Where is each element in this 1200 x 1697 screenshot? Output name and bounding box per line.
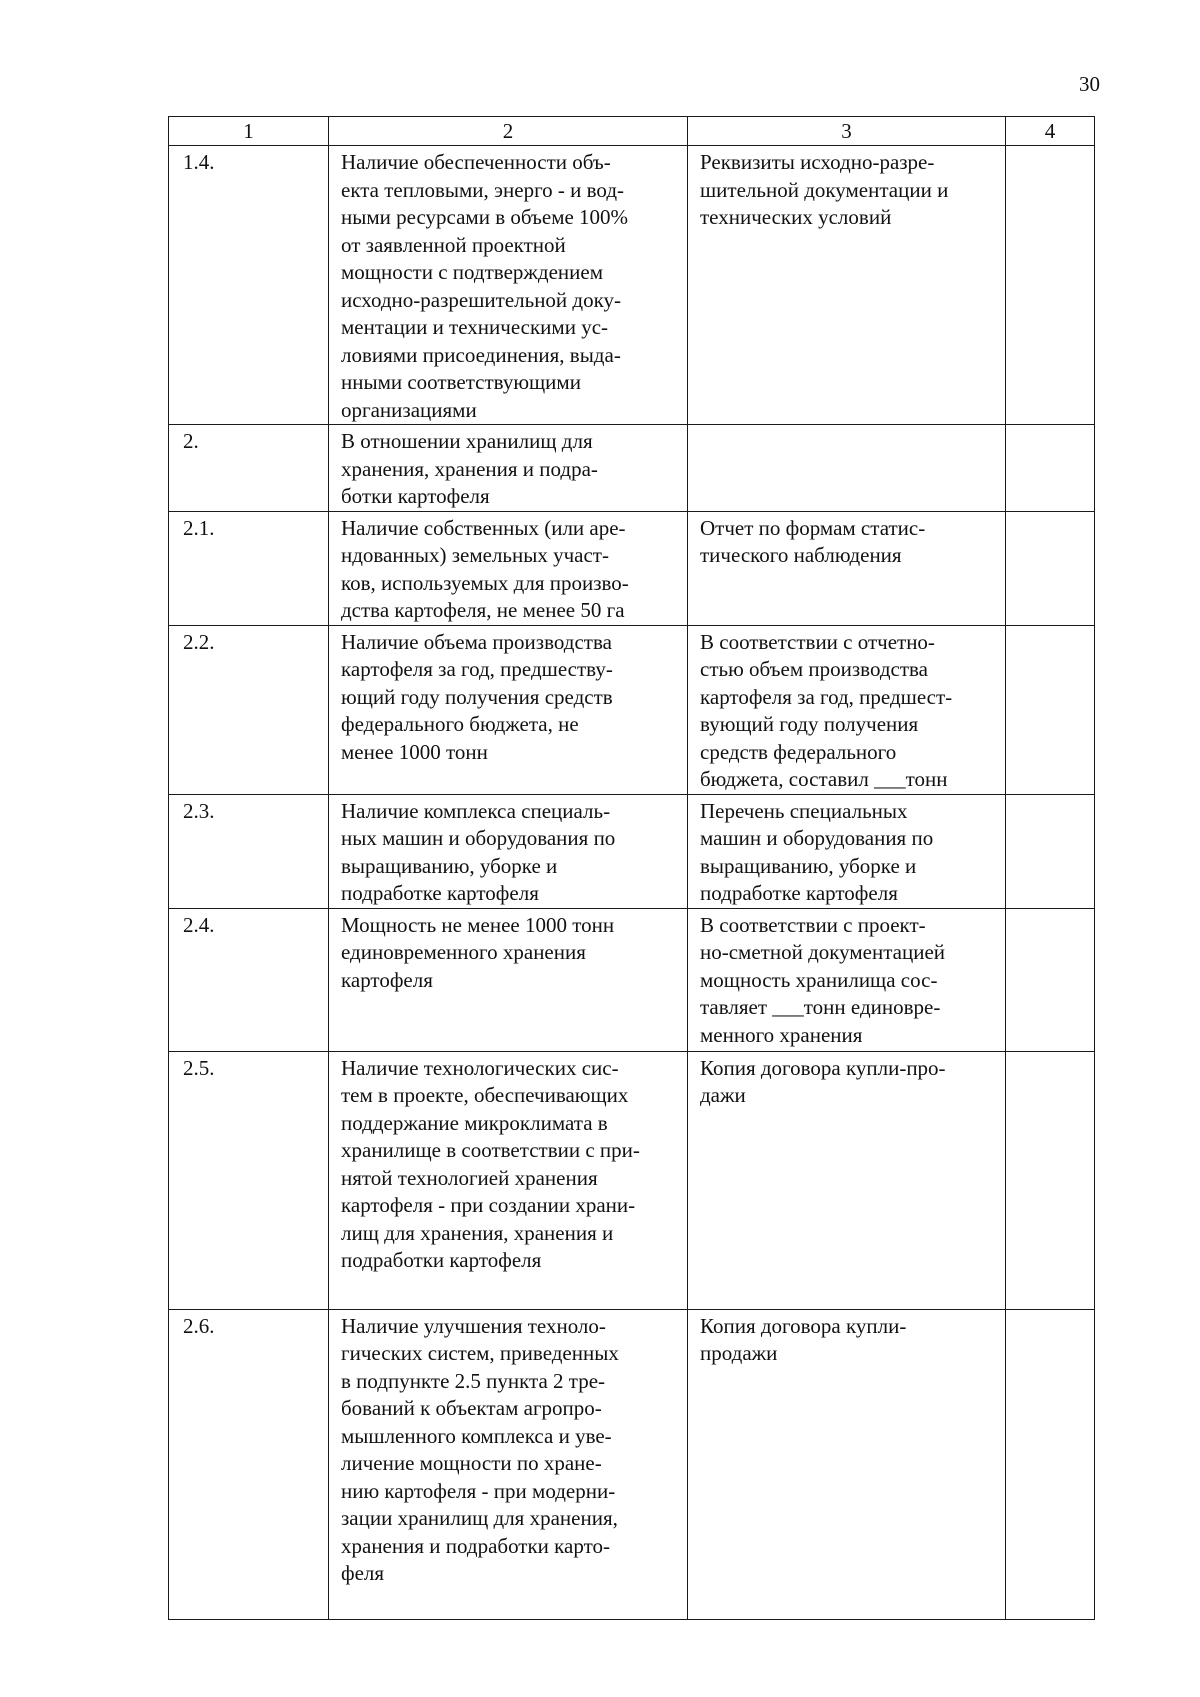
row-number: 2.2. bbox=[169, 625, 329, 794]
table-body bbox=[169, 146, 1095, 1620]
requirements-table bbox=[168, 116, 1095, 1620]
document-cell: Реквизиты исходно-разре- шительной документации и технических условий bbox=[688, 146, 1006, 425]
header-row bbox=[169, 117, 1095, 146]
row-number: 2.1. bbox=[169, 511, 329, 625]
table-row bbox=[169, 146, 1095, 425]
note-cell bbox=[1006, 1309, 1095, 1619]
document-cell: Отчет по формам статис- тического наблюдения bbox=[688, 511, 1006, 625]
document-cell: Копия договора купли-про- дажи bbox=[688, 1051, 1006, 1309]
note-cell bbox=[1006, 425, 1095, 512]
table-row bbox=[169, 511, 1095, 625]
document-cell: Копия договора купли- продажи bbox=[688, 1309, 1006, 1619]
note-cell bbox=[1006, 1051, 1095, 1309]
column-header-number: 1 bbox=[169, 117, 329, 146]
note-cell bbox=[1006, 794, 1095, 908]
requirement-cell: Наличие технологических сис- тем в проекте, обеспечивающих поддержание микроклимата в хранилище в соответствии с при- нятой технологией хранения картофеля - при создании храни- лищ для хранения, хранения и подработки картофеля bbox=[329, 1051, 688, 1309]
requirement-cell: Наличие объема производства картофеля за год, предшеству- ющий году получения средств федерального бюджета, не менее 1000 тонн bbox=[329, 625, 688, 794]
note-cell bbox=[1006, 908, 1095, 1051]
column-header-note: 4 bbox=[1006, 117, 1095, 146]
column-header-document: 3 bbox=[688, 117, 1006, 146]
row-number: 2.5. bbox=[169, 1051, 329, 1309]
requirement-cell: Наличие собственных (или аре- ндованных) земельных участ- ков, используемых для произво- дства картофеля, не менее 50 га bbox=[329, 511, 688, 625]
table-header bbox=[169, 117, 1095, 146]
document-cell: В соответствии с отчетно- стью объем производства картофеля за год, предшест- вующий году получения средств федерального бюджета, составил ___тонн bbox=[688, 625, 1006, 794]
table-row bbox=[169, 1309, 1095, 1619]
table-row bbox=[169, 625, 1095, 794]
requirement-cell: Наличие обеспеченности объ- екта тепловыми, энерго - и вод- ными ресурсами в объеме 100% от заявленной проектной мощности с подтверждением исходно-разрешительной доку- ментации и техническими ус- ловиями присоединения, выда- нными соответствующими организациями bbox=[329, 146, 688, 425]
requirement-cell: Наличие комплекса специаль- ных машин и оборудования по выращиванию, уборке и подработке картофеля bbox=[329, 794, 688, 908]
row-number: 2.4. bbox=[169, 908, 329, 1051]
table-row bbox=[169, 908, 1095, 1051]
table-row bbox=[169, 794, 1095, 908]
row-number: 1.4. bbox=[169, 146, 329, 425]
table-row bbox=[169, 425, 1095, 512]
requirement-cell: Мощность не менее 1000 тонн единовременного хранения картофеля bbox=[329, 908, 688, 1051]
column-header-requirement: 2 bbox=[329, 117, 688, 146]
requirement-cell: Наличие улучшения техноло- гических систем, приведенных в подпункте 2.5 пункта 2 тре- бований к объектам агропро- мышленного комплекса и уве- личение мощности по хране- нию картофеля - при модерни- зации хранилищ для хранения, хранения и подработки карто- феля bbox=[329, 1309, 688, 1619]
note-cell bbox=[1006, 146, 1095, 425]
table-row bbox=[169, 1051, 1095, 1309]
document-cell: В соответствии с проект- но-сметной документацией мощность хранилища сос- тавляет ___тонн единовре- менного хранения bbox=[688, 908, 1006, 1051]
requirement-cell: В отношении хранилищ для хранения, хранения и подра- ботки картофеля bbox=[329, 425, 688, 512]
row-number: 2.6. bbox=[169, 1309, 329, 1619]
note-cell bbox=[1006, 511, 1095, 625]
document-cell: Перечень специальных машин и оборудования по выращиванию, уборке и подработке картофеля bbox=[688, 794, 1006, 908]
note-cell bbox=[1006, 625, 1095, 794]
row-number: 2.3. bbox=[169, 794, 329, 908]
row-number: 2. bbox=[169, 425, 329, 512]
document-cell bbox=[688, 425, 1006, 512]
page-number: 30 bbox=[1079, 72, 1100, 96]
